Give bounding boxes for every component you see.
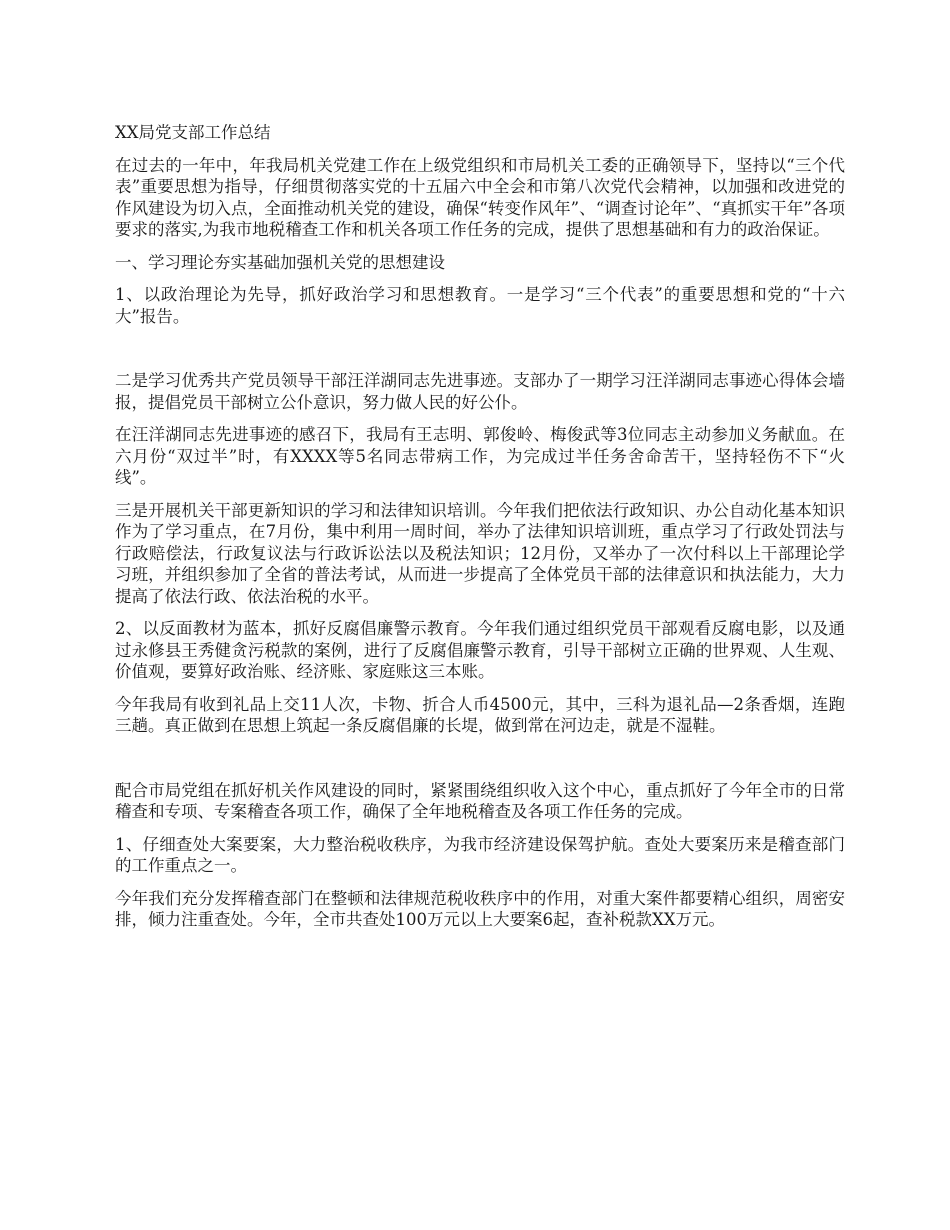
paragraph-inspection: 配合市局党组在抓好机关作风建设的同时，紧紧围绕组织收入这个中心，重点抓好了今年全市的日常稽查和专项、专案稽查各项工作，确保了全年地税稽查及各项工作任务的完成。 — [115, 780, 845, 821]
blank-space — [115, 748, 845, 780]
paragraph-law-training: 三是开展机关干部更新知识的学习和法律知识培训。今年我们把依法行政知识、办公自动化基本知识作为了学习重点，在7月份，集中利用一周时间，举办了法律知识培训班，重点学习了行政处罚法与行政赔偿法，行政复议法与行政诉讼法以及税法知识；12月份，又举办了一次付科以上干部理论学习班，并组织参加了全省的普法考试，从而进一步提高了全体党员干部的法律意识和执法能力，大力提高了依法行政、依法治税的水平。 — [115, 500, 845, 606]
section-heading-1: 一、学习理论夯实基础加强机关党的思想建设 — [115, 252, 445, 272]
paragraph-political-study: 1、以政治理论为先导，抓好政治学习和思想教育。一是学习“三个代表”的重要思想和党的“十六大”报告。 — [115, 285, 845, 326]
paragraph-gifts: 今年我局有收到礼品上交11人次，卡物、折合人币4500元，其中，三科为退礼品—2条香烟，连跑三趟。真正做到在思想上筑起一条反腐倡廉的长堤，做到常在河边走，就是不湿鞋。 — [115, 694, 845, 735]
blank-space — [115, 338, 845, 370]
paragraph-results: 今年我们充分发挥稽查部门在整顿和法律规范税收秩序中的作用，对重大案件都要精心组织，周密安排，倾力注重查处。今年，全市共查处100万元以上大要案6起，查补税款XX万元。 — [115, 888, 845, 929]
paragraph-intro: 在过去的一年中，年我局机关党建工作在上级党组织和市局机关工委的正确领导下，坚持以“三个代表”重要思想为指导，仔细贯彻落实党的十五届六中全会和市第八次党代会精神，以加强和改进党的作风建设为切入点，全面推动机关党的建设，确保“转变作风年”、“调查讨论年”、“真抓实干年”各项要求的落实,为我市地税稽查工作和机关各项工作任务的完成，提供了思想基础和有力的政治保证。 — [115, 155, 845, 239]
paragraph-major-cases: 1、仔细查处大案要案，大力整治税收秩序，为我市经济建设保驾护航。查处大要案历来是稽查部门的工作重点之一。 — [115, 834, 845, 875]
document-title: XX局党支部工作总结 — [115, 123, 271, 142]
paragraph-anti-corruption: 2、以反面教材为蓝本，抓好反腐倡廉警示教育。今年我们通过组织党员干部观看反腐电影，以及通过永修县王秀健贪污税款的案例，进行了反腐倡廉警示教育，引导干部树立正确的世界观、人生观、价值观，要算好政治账、经济账、家庭账这三本账。 — [115, 619, 845, 681]
paragraph-blood-donation: 在汪洋湖同志先进事迹的感召下，我局有王志明、郭俊岭、梅俊武等3位同志主动参加义务献血。在六月份“双过半”时，有XXXX等5名同志带病工作，为完成过半任务舍命苦干，坚持轻伤不下“火线”。 — [115, 425, 845, 487]
paragraph-wang-yanghu: 二是学习优秀共产党员领导干部汪洋湖同志先进事迹。支部办了一期学习汪洋湖同志事迹心得体会墙报，提倡党员干部树立公仆意识，努力做人民的好公仆。 — [115, 371, 845, 412]
document-page — [115, 122, 845, 942]
